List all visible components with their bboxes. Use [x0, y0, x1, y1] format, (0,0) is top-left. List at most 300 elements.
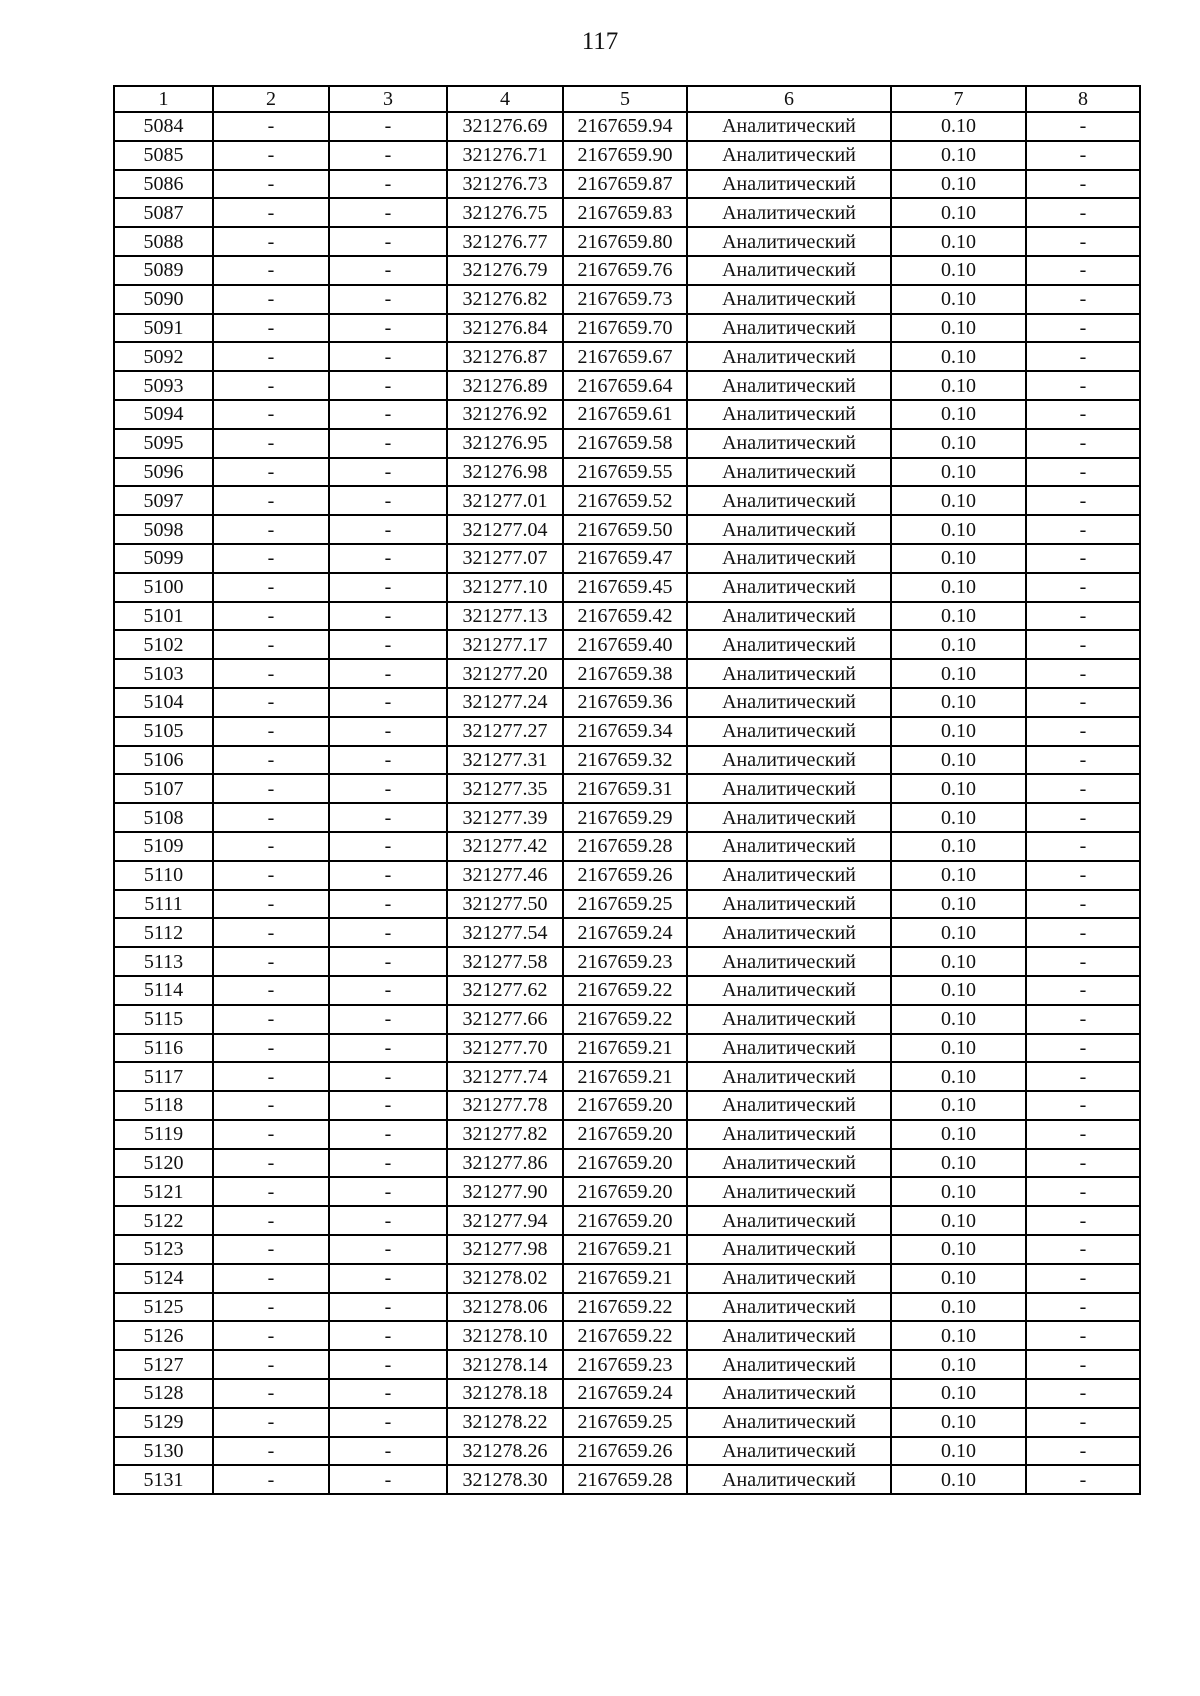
cell-col-2: - [213, 314, 329, 343]
cell-coord-y: 2167659.20 [563, 1149, 687, 1178]
cell-col-3: - [329, 486, 447, 515]
cell-coord-y: 2167659.20 [563, 1091, 687, 1120]
cell-coord-x: 321277.98 [447, 1235, 563, 1264]
cell-method: Аналитический [687, 1264, 891, 1293]
column-header-2: 2 [213, 86, 329, 112]
cell-col-8: - [1026, 832, 1140, 861]
table-row [114, 947, 1140, 976]
cell-col-2: - [213, 717, 329, 746]
table-row [114, 515, 1140, 544]
cell-col-2: - [213, 198, 329, 227]
table-row [114, 1005, 1140, 1034]
cell-col-8: - [1026, 1235, 1140, 1264]
cell-col-2: - [213, 1149, 329, 1178]
cell-point-number: 5094 [114, 400, 213, 429]
table-header [114, 86, 1140, 112]
cell-method: Аналитический [687, 256, 891, 285]
cell-col-2: - [213, 746, 329, 775]
cell-point-number: 5128 [114, 1379, 213, 1408]
cell-method: Аналитический [687, 1235, 891, 1264]
cell-col-3: - [329, 630, 447, 659]
cell-method: Аналитический [687, 544, 891, 573]
cell-accuracy: 0.10 [891, 256, 1026, 285]
cell-col-8: - [1026, 573, 1140, 602]
cell-col-3: - [329, 544, 447, 573]
cell-col-2: - [213, 1034, 329, 1063]
cell-coord-x: 321276.79 [447, 256, 563, 285]
column-header-4: 4 [447, 86, 563, 112]
cell-coord-x: 321277.01 [447, 486, 563, 515]
cell-method: Аналитический [687, 429, 891, 458]
cell-method: Аналитический [687, 630, 891, 659]
cell-col-8: - [1026, 947, 1140, 976]
cell-col-8: - [1026, 976, 1140, 1005]
cell-col-8: - [1026, 458, 1140, 487]
cell-col-2: - [213, 256, 329, 285]
cell-coord-x: 321277.86 [447, 1149, 563, 1178]
cell-coord-y: 2167659.42 [563, 602, 687, 631]
cell-coord-x: 321277.94 [447, 1206, 563, 1235]
cell-coord-x: 321277.70 [447, 1034, 563, 1063]
cell-method: Аналитический [687, 198, 891, 227]
cell-method: Аналитический [687, 746, 891, 775]
cell-col-3: - [329, 198, 447, 227]
cell-coord-x: 321276.89 [447, 371, 563, 400]
cell-accuracy: 0.10 [891, 1206, 1026, 1235]
cell-col-8: - [1026, 1264, 1140, 1293]
cell-point-number: 5122 [114, 1206, 213, 1235]
table-row [114, 1264, 1140, 1293]
cell-col-3: - [329, 1321, 447, 1350]
table-row [114, 1091, 1140, 1120]
cell-method: Аналитический [687, 688, 891, 717]
cell-accuracy: 0.10 [891, 1149, 1026, 1178]
cell-col-3: - [329, 314, 447, 343]
cell-accuracy: 0.10 [891, 141, 1026, 170]
cell-coord-x: 321277.04 [447, 515, 563, 544]
cell-col-8: - [1026, 1379, 1140, 1408]
cell-point-number: 5093 [114, 371, 213, 400]
cell-col-3: - [329, 112, 447, 141]
cell-point-number: 5115 [114, 1005, 213, 1034]
cell-col-8: - [1026, 256, 1140, 285]
cell-col-3: - [329, 1120, 447, 1149]
cell-accuracy: 0.10 [891, 688, 1026, 717]
cell-accuracy: 0.10 [891, 371, 1026, 400]
cell-point-number: 5089 [114, 256, 213, 285]
cell-method: Аналитический [687, 918, 891, 947]
cell-coord-y: 2167659.80 [563, 227, 687, 256]
cell-coord-x: 321277.20 [447, 659, 563, 688]
cell-coord-x: 321277.27 [447, 717, 563, 746]
cell-col-3: - [329, 573, 447, 602]
cell-coord-x: 321277.39 [447, 803, 563, 832]
cell-point-number: 5125 [114, 1293, 213, 1322]
cell-coord-x: 321276.73 [447, 170, 563, 199]
cell-coord-x: 321276.71 [447, 141, 563, 170]
cell-coord-x: 321277.50 [447, 890, 563, 919]
table-row [114, 630, 1140, 659]
cell-point-number: 5109 [114, 832, 213, 861]
cell-col-8: - [1026, 1293, 1140, 1322]
cell-coord-y: 2167659.20 [563, 1206, 687, 1235]
table-row [114, 602, 1140, 631]
table-row [114, 890, 1140, 919]
table-row [114, 1321, 1140, 1350]
cell-coord-y: 2167659.24 [563, 1379, 687, 1408]
cell-accuracy: 0.10 [891, 1235, 1026, 1264]
cell-col-2: - [213, 170, 329, 199]
cell-point-number: 5104 [114, 688, 213, 717]
cell-accuracy: 0.10 [891, 1350, 1026, 1379]
cell-col-3: - [329, 429, 447, 458]
cell-col-2: - [213, 1408, 329, 1437]
cell-col-3: - [329, 918, 447, 947]
table-row [114, 1177, 1140, 1206]
cell-col-2: - [213, 515, 329, 544]
table-row [114, 1034, 1140, 1063]
cell-col-8: - [1026, 198, 1140, 227]
cell-point-number: 5130 [114, 1437, 213, 1466]
cell-col-3: - [329, 1091, 447, 1120]
cell-point-number: 5097 [114, 486, 213, 515]
cell-col-8: - [1026, 688, 1140, 717]
table-row [114, 170, 1140, 199]
cell-accuracy: 0.10 [891, 227, 1026, 256]
cell-coord-x: 321278.18 [447, 1379, 563, 1408]
cell-coord-x: 321277.82 [447, 1120, 563, 1149]
cell-method: Аналитический [687, 573, 891, 602]
cell-col-2: - [213, 659, 329, 688]
header-row [114, 86, 1140, 112]
cell-coord-y: 2167659.22 [563, 976, 687, 1005]
cell-accuracy: 0.10 [891, 1062, 1026, 1091]
cell-coord-y: 2167659.29 [563, 803, 687, 832]
cell-accuracy: 0.10 [891, 861, 1026, 890]
cell-method: Аналитический [687, 717, 891, 746]
cell-col-8: - [1026, 1062, 1140, 1091]
cell-coord-y: 2167659.28 [563, 1465, 687, 1494]
cell-col-8: - [1026, 400, 1140, 429]
cell-point-number: 5124 [114, 1264, 213, 1293]
cell-col-8: - [1026, 1437, 1140, 1466]
cell-method: Аналитический [687, 1005, 891, 1034]
cell-coord-x: 321278.06 [447, 1293, 563, 1322]
cell-coord-y: 2167659.34 [563, 717, 687, 746]
table-row [114, 486, 1140, 515]
cell-col-3: - [329, 602, 447, 631]
cell-accuracy: 0.10 [891, 976, 1026, 1005]
cell-coord-y: 2167659.21 [563, 1264, 687, 1293]
cell-col-2: - [213, 400, 329, 429]
cell-coord-y: 2167659.22 [563, 1293, 687, 1322]
cell-col-2: - [213, 1293, 329, 1322]
cell-method: Аналитический [687, 1034, 891, 1063]
coordinates-table [113, 85, 1141, 1495]
cell-coord-y: 2167659.21 [563, 1235, 687, 1264]
cell-col-3: - [329, 1206, 447, 1235]
table-row [114, 371, 1140, 400]
cell-method: Аналитический [687, 803, 891, 832]
table-row [114, 1293, 1140, 1322]
table-body [114, 112, 1140, 1494]
cell-col-8: - [1026, 112, 1140, 141]
cell-col-3: - [329, 285, 447, 314]
cell-col-2: - [213, 630, 329, 659]
cell-coord-x: 321276.69 [447, 112, 563, 141]
cell-method: Аналитический [687, 861, 891, 890]
cell-col-2: - [213, 918, 329, 947]
cell-col-3: - [329, 1034, 447, 1063]
cell-point-number: 5095 [114, 429, 213, 458]
cell-method: Аналитический [687, 458, 891, 487]
cell-coord-y: 2167659.24 [563, 918, 687, 947]
column-header-8: 8 [1026, 86, 1140, 112]
cell-coord-y: 2167659.20 [563, 1120, 687, 1149]
cell-col-3: - [329, 1235, 447, 1264]
cell-col-2: - [213, 803, 329, 832]
cell-col-3: - [329, 1005, 447, 1034]
cell-col-3: - [329, 256, 447, 285]
table-row [114, 1379, 1140, 1408]
cell-accuracy: 0.10 [891, 746, 1026, 775]
cell-method: Аналитический [687, 141, 891, 170]
table-row [114, 861, 1140, 890]
cell-col-3: - [329, 170, 447, 199]
cell-coord-x: 321277.17 [447, 630, 563, 659]
cell-accuracy: 0.10 [891, 1177, 1026, 1206]
cell-col-3: - [329, 400, 447, 429]
cell-accuracy: 0.10 [891, 198, 1026, 227]
cell-accuracy: 0.10 [891, 342, 1026, 371]
cell-col-3: - [329, 371, 447, 400]
table-row [114, 544, 1140, 573]
cell-col-2: - [213, 1062, 329, 1091]
cell-coord-y: 2167659.45 [563, 573, 687, 602]
column-header-3: 3 [329, 86, 447, 112]
cell-col-8: - [1026, 1206, 1140, 1235]
table-row [114, 1206, 1140, 1235]
cell-method: Аналитический [687, 1091, 891, 1120]
cell-coord-x: 321277.66 [447, 1005, 563, 1034]
cell-accuracy: 0.10 [891, 486, 1026, 515]
table-row [114, 976, 1140, 1005]
cell-col-3: - [329, 717, 447, 746]
cell-coord-y: 2167659.26 [563, 861, 687, 890]
table-row [114, 1120, 1140, 1149]
cell-point-number: 5108 [114, 803, 213, 832]
cell-accuracy: 0.10 [891, 803, 1026, 832]
cell-coord-x: 321277.31 [447, 746, 563, 775]
cell-method: Аналитический [687, 832, 891, 861]
cell-col-2: - [213, 1206, 329, 1235]
cell-point-number: 5096 [114, 458, 213, 487]
cell-accuracy: 0.10 [891, 1379, 1026, 1408]
table-row [114, 1350, 1140, 1379]
cell-method: Аналитический [687, 1437, 891, 1466]
cell-coord-x: 321278.02 [447, 1264, 563, 1293]
column-header-6: 6 [687, 86, 891, 112]
cell-accuracy: 0.10 [891, 1437, 1026, 1466]
cell-coord-y: 2167659.64 [563, 371, 687, 400]
cell-coord-y: 2167659.36 [563, 688, 687, 717]
cell-col-2: - [213, 947, 329, 976]
cell-col-2: - [213, 774, 329, 803]
page-number: 117 [581, 28, 619, 55]
cell-col-3: - [329, 1149, 447, 1178]
table-row [114, 400, 1140, 429]
cell-col-8: - [1026, 429, 1140, 458]
cell-coord-x: 321276.92 [447, 400, 563, 429]
cell-accuracy: 0.10 [891, 1321, 1026, 1350]
cell-accuracy: 0.10 [891, 1465, 1026, 1494]
cell-col-3: - [329, 1437, 447, 1466]
cell-method: Аналитический [687, 947, 891, 976]
cell-col-8: - [1026, 170, 1140, 199]
cell-coord-y: 2167659.61 [563, 400, 687, 429]
table-row [114, 1062, 1140, 1091]
cell-col-3: - [329, 746, 447, 775]
cell-point-number: 5113 [114, 947, 213, 976]
cell-col-3: - [329, 1408, 447, 1437]
cell-method: Аналитический [687, 1120, 891, 1149]
table-row [114, 429, 1140, 458]
cell-method: Аналитический [687, 774, 891, 803]
cell-col-8: - [1026, 227, 1140, 256]
cell-point-number: 5107 [114, 774, 213, 803]
table-row [114, 227, 1140, 256]
cell-coord-y: 2167659.31 [563, 774, 687, 803]
cell-col-3: - [329, 688, 447, 717]
cell-method: Аналитический [687, 342, 891, 371]
cell-method: Аналитический [687, 1177, 891, 1206]
cell-point-number: 5092 [114, 342, 213, 371]
cell-coord-x: 321278.22 [447, 1408, 563, 1437]
cell-col-2: - [213, 1005, 329, 1034]
column-header-7: 7 [891, 86, 1026, 112]
cell-coord-y: 2167659.70 [563, 314, 687, 343]
cell-coord-y: 2167659.26 [563, 1437, 687, 1466]
cell-coord-y: 2167659.20 [563, 1177, 687, 1206]
table-row [114, 141, 1140, 170]
cell-method: Аналитический [687, 285, 891, 314]
table-row [114, 774, 1140, 803]
cell-accuracy: 0.10 [891, 458, 1026, 487]
cell-accuracy: 0.10 [891, 630, 1026, 659]
cell-accuracy: 0.10 [891, 602, 1026, 631]
cell-coord-y: 2167659.21 [563, 1034, 687, 1063]
cell-coord-y: 2167659.67 [563, 342, 687, 371]
cell-accuracy: 0.10 [891, 717, 1026, 746]
cell-method: Аналитический [687, 1465, 891, 1494]
cell-coord-x: 321278.26 [447, 1437, 563, 1466]
cell-col-3: - [329, 141, 447, 170]
cell-point-number: 5129 [114, 1408, 213, 1437]
cell-point-number: 5088 [114, 227, 213, 256]
cell-point-number: 5084 [114, 112, 213, 141]
cell-coord-y: 2167659.47 [563, 544, 687, 573]
cell-coord-x: 321277.78 [447, 1091, 563, 1120]
cell-coord-y: 2167659.94 [563, 112, 687, 141]
cell-point-number: 5090 [114, 285, 213, 314]
cell-col-2: - [213, 861, 329, 890]
cell-accuracy: 0.10 [891, 285, 1026, 314]
cell-col-3: - [329, 1264, 447, 1293]
cell-coord-x: 321276.77 [447, 227, 563, 256]
cell-coord-x: 321277.74 [447, 1062, 563, 1091]
cell-method: Аналитический [687, 400, 891, 429]
cell-col-2: - [213, 1321, 329, 1350]
cell-accuracy: 0.10 [891, 573, 1026, 602]
table-row [114, 1235, 1140, 1264]
cell-col-8: - [1026, 659, 1140, 688]
cell-point-number: 5119 [114, 1120, 213, 1149]
cell-col-2: - [213, 285, 329, 314]
cell-coord-y: 2167659.38 [563, 659, 687, 688]
cell-coord-y: 2167659.52 [563, 486, 687, 515]
table-row [114, 717, 1140, 746]
cell-col-8: - [1026, 141, 1140, 170]
cell-coord-y: 2167659.23 [563, 947, 687, 976]
cell-point-number: 5103 [114, 659, 213, 688]
table-row [114, 198, 1140, 227]
cell-coord-y: 2167659.28 [563, 832, 687, 861]
cell-col-3: - [329, 861, 447, 890]
cell-col-8: - [1026, 1350, 1140, 1379]
cell-point-number: 5101 [114, 602, 213, 631]
cell-method: Аналитический [687, 602, 891, 631]
cell-col-2: - [213, 429, 329, 458]
cell-point-number: 5127 [114, 1350, 213, 1379]
cell-point-number: 5106 [114, 746, 213, 775]
cell-col-2: - [213, 1177, 329, 1206]
table-row [114, 314, 1140, 343]
cell-coord-x: 321276.82 [447, 285, 563, 314]
cell-col-8: - [1026, 1465, 1140, 1494]
cell-accuracy: 0.10 [891, 1293, 1026, 1322]
cell-accuracy: 0.10 [891, 112, 1026, 141]
cell-point-number: 5131 [114, 1465, 213, 1494]
cell-col-3: - [329, 227, 447, 256]
column-header-5: 5 [563, 86, 687, 112]
cell-col-2: - [213, 486, 329, 515]
cell-col-8: - [1026, 774, 1140, 803]
cell-col-3: - [329, 774, 447, 803]
cell-method: Аналитический [687, 659, 891, 688]
table-row [114, 458, 1140, 487]
cell-accuracy: 0.10 [891, 1034, 1026, 1063]
cell-coord-x: 321277.90 [447, 1177, 563, 1206]
cell-col-8: - [1026, 1120, 1140, 1149]
table-row [114, 1408, 1140, 1437]
cell-coord-y: 2167659.21 [563, 1062, 687, 1091]
cell-col-8: - [1026, 1034, 1140, 1063]
cell-coord-x: 321278.10 [447, 1321, 563, 1350]
cell-accuracy: 0.10 [891, 429, 1026, 458]
cell-method: Аналитический [687, 1062, 891, 1091]
cell-col-3: - [329, 1465, 447, 1494]
cell-col-8: - [1026, 515, 1140, 544]
cell-col-8: - [1026, 371, 1140, 400]
cell-accuracy: 0.10 [891, 832, 1026, 861]
cell-point-number: 5117 [114, 1062, 213, 1091]
cell-coord-x: 321276.98 [447, 458, 563, 487]
cell-col-3: - [329, 659, 447, 688]
cell-col-2: - [213, 342, 329, 371]
cell-method: Аналитический [687, 1379, 891, 1408]
cell-col-2: - [213, 890, 329, 919]
cell-point-number: 5123 [114, 1235, 213, 1264]
